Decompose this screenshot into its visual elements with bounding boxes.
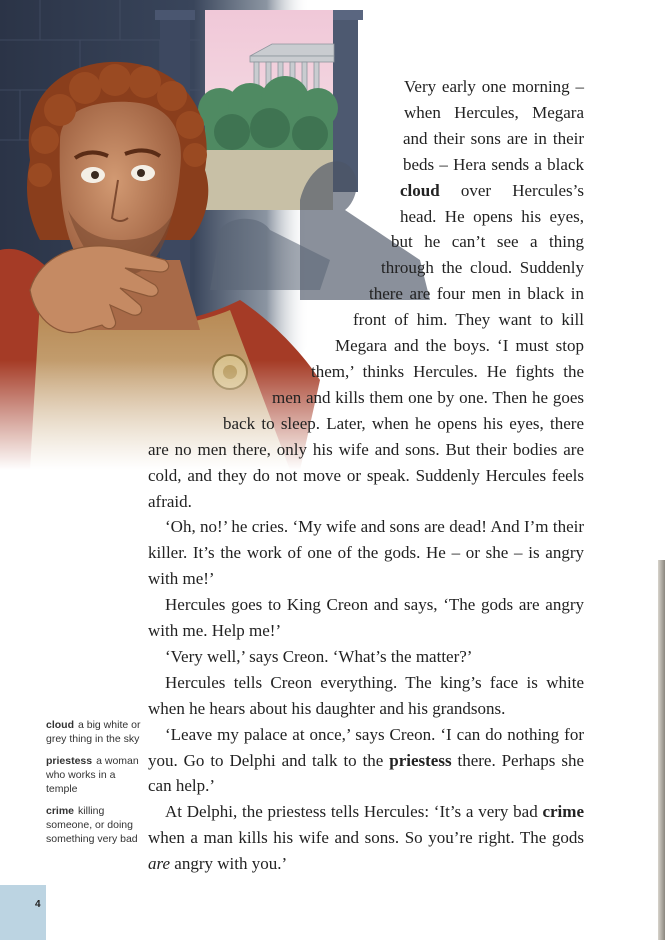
glossary-entry <box>46 804 142 846</box>
story-paragraph <box>148 514 584 592</box>
glossary-term: crime <box>46 805 75 817</box>
page-number-tab <box>0 885 46 940</box>
text-run: Very early one morning – when Hercules, Megara and their sons are in their beds – Hera sends a black <box>403 77 584 174</box>
glossary-word: cloud <box>400 180 440 200</box>
glossary-word: crime <box>542 802 584 822</box>
text-run: ‘Leave my palace at once,’ says Creon. ‘I can do nothing for you. Go to Delphi and talk to the <box>148 724 584 770</box>
text-run: ‘Oh, no!’ he cries. ‘My wife and sons are dead! And I’m their killer. It’s the work of one of the gods. He – or she – is angry with me!’ <box>148 517 584 589</box>
text-run: there. Perhaps she can help.’ <box>148 750 584 796</box>
page-edge <box>658 560 665 940</box>
text-run: over Hercules’s head. He opens his eyes, but he can’t see a thing through the cloud. Suddenly there are four men in black in front of him. They want to kill Megara and the boys. ‘I must stop them,’ thinks Hercules. He fights the men and kills them one by one. Then he goes back to sleep. Later, when he opens his eyes, there are no men there, only his wife and sons. But their bodies are cold, and they do not move or speak. Suddenly Hercules feels afraid. <box>148 180 584 511</box>
glossary-entry <box>46 754 142 796</box>
story-paragraph <box>148 670 584 722</box>
glossary-entry <box>46 718 142 746</box>
story-paragraph <box>148 799 584 877</box>
text-run: angry with you.’ <box>170 854 288 874</box>
text-run: are <box>148 854 171 874</box>
glossary-definition: killing someone, or doing something very bad <box>46 805 138 845</box>
story-text <box>148 74 584 877</box>
glossary-word: priestess <box>389 750 452 770</box>
text-run: At Delphi, the priestess tells Hercules: ‘It’s a very bad <box>165 802 543 822</box>
story-paragraph <box>148 644 584 670</box>
glossary-term: priestess <box>46 755 93 767</box>
page-number: 4 <box>35 899 41 910</box>
text-run: Hercules tells Creon everything. The king’s face is white when he hears about his daughter and his grandsons. <box>148 672 584 718</box>
glossary-definition: a woman who works in a temple <box>46 755 139 795</box>
text-run: ‘Very well,’ says Creon. ‘What’s the matter?’ <box>165 646 473 666</box>
glossary-definition: a big white or grey thing in the sky <box>46 719 141 745</box>
story-paragraph <box>148 722 584 800</box>
story-paragraph <box>148 592 584 644</box>
text-run: Hercules goes to King Creon and says, ‘The gods are angry with me. Help me!’ <box>148 595 584 641</box>
text-run: when a man kills his wife and sons. So you’re right. The gods <box>148 828 584 848</box>
glossary-term: cloud <box>46 719 74 731</box>
glossary <box>46 718 142 854</box>
